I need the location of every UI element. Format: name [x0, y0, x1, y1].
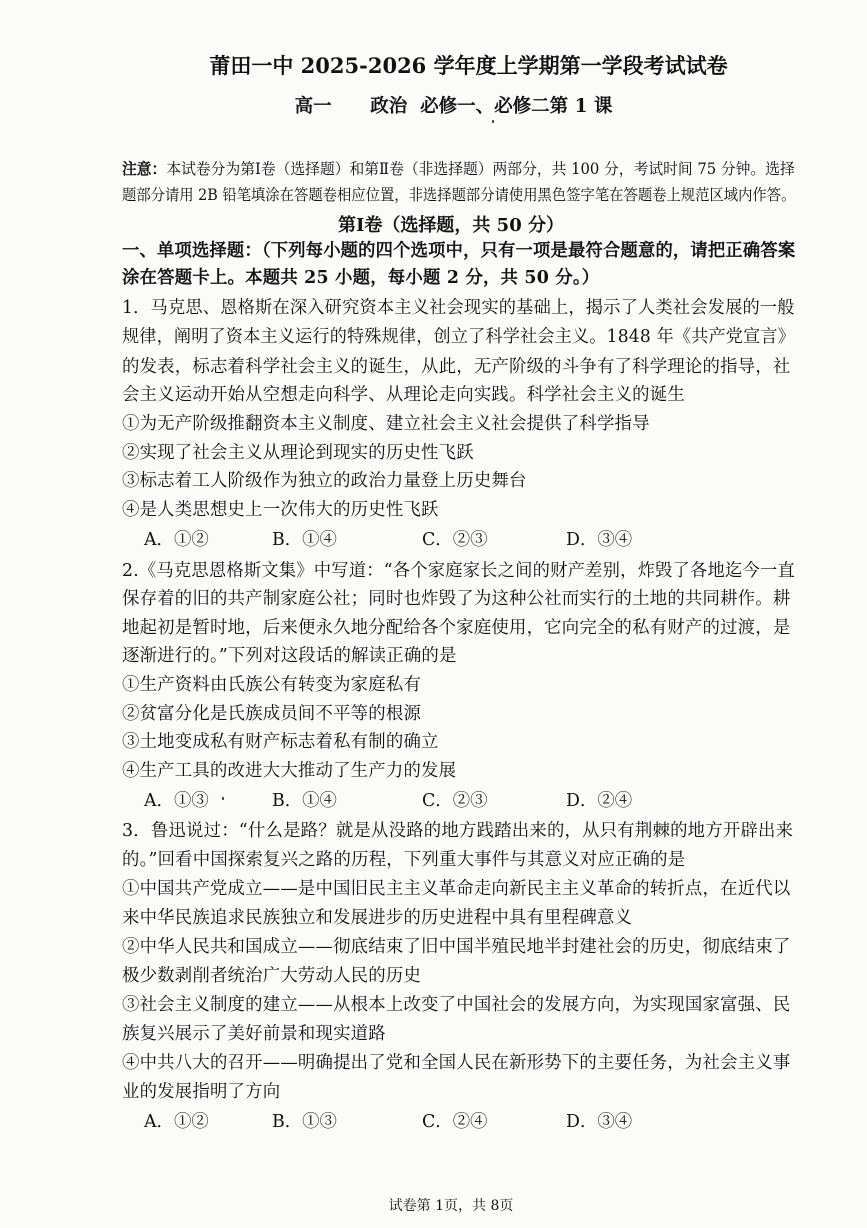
q2-stem-line: 地起初是暂时地，后来便永久地分配给各个家庭使用，它向完全的私有财产的过渡，是 [122, 618, 791, 638]
q3-item: ④中共八大的召开——明确提出了党和全国人民在新形势下的主要任务，为社会主义事 [122, 1053, 791, 1073]
q2-item: ④生产工具的改进大大推动了生产力的发展 [122, 761, 457, 781]
q3-item: ②中华人民共和国成立——彻底结束了旧中国半殖民地半封建社会的历史，彻底结束了 [122, 937, 791, 957]
exam-title: 莆田一中 2025-2026 学年度上学期第一学段考试试卷 [209, 53, 728, 78]
q3-item: 业的发展指明了方向 [122, 1082, 281, 1102]
notice-line-2: 题部分请用 2B 铅笔填涂在答题卷相应位置，非选择题部分请使用黑色签字笔在答题卷上规范区域内作答。 [122, 186, 796, 204]
q3-stem-line: 3．鲁迅说过：“什么是路？就是从没路的地方践踏出来的，从只有荆棘的地方开辟出来 [122, 821, 794, 841]
q2-item: ③土地变成私有财产标志着私有制的确立 [122, 732, 439, 752]
exam-subtitle: 高一 政治 必修一、必修二第 1 课 [294, 96, 613, 117]
q3-item: ③社会主义制度的建立——从根本上改变了中国社会的发展方向，为实现国家富强、民 [122, 995, 791, 1015]
q3-item: 来中华民族追求民族独立和发展进步的历史进程中具有里程碑意义 [122, 908, 633, 928]
q3-option-c[interactable]: C．②④ [422, 1112, 488, 1132]
part1-title: 第Ⅰ卷（选择题，共 50 分） [337, 215, 564, 236]
q1-stem-line: 1．马克思、恩格斯在深入研究资本主义社会现实的基础上，揭示了人类社会发展的一般 [122, 298, 795, 318]
q1-item: ②实现了社会主义从理论到现实的历史性飞跃 [122, 443, 474, 463]
q2-stem-line: 2.《马克思恩格斯文集》中写道：“各个家庭家长之间的财产差别，炸毁了各地迄今一直 [122, 561, 795, 581]
q2-item: ①生产资料由氏族公有转变为家庭私有 [122, 675, 422, 695]
q1-stem-line: 会主义运动开始从空想走向科学、从理论走向实践。科学社会主义的诞生 [122, 385, 685, 405]
q3-option-d[interactable]: D．③④ [566, 1112, 633, 1132]
q1-item: ①为无产阶级推翻资本主义制度、建立社会主义社会提供了科学指导 [122, 414, 650, 434]
instruction-line-1: 一、单项选择题：（下列每小题的四个选项中，只有一项是最符合题意的，请把正确答案 [122, 241, 796, 261]
q1-stem-line: 的发表，标志着科学社会主义的诞生，从此，无产阶级的斗争有了科学理论的指导，社 [122, 357, 791, 377]
q3-item: 族复兴展示了美好前景和现实道路 [122, 1024, 386, 1044]
q3-item: ①中国共产党成立——是中国旧民主主义革命走向新民主主义革命的转折点，在近代以 [122, 879, 791, 899]
notice-line-1 [122, 158, 795, 180]
q1-option-d[interactable]: D．③④ [566, 530, 633, 550]
q1-option-a[interactable]: A．①② [144, 530, 209, 550]
q1-option-b[interactable]: B．①④ [272, 530, 337, 550]
q1-stem-line: 规律，阐明了资本主义运行的特殊规律，创立了科学社会主义。1848 年《共产党宣言》 [122, 327, 796, 347]
notice-label: 注意： [122, 160, 167, 178]
notice-text-1: 本试卷分为第Ⅰ卷（选择题）和第Ⅱ卷（非选择题）两部分，共 100 分，考试时间 75 分钟。选择 [166, 160, 795, 178]
q2-stem-line: 逐渐进行的。”下列对这段话的解读正确的是 [122, 646, 457, 666]
scan-speck [492, 120, 494, 123]
page-footer: 试卷第 1页，共 8页 [388, 1198, 514, 1214]
scan-speck [222, 797, 224, 800]
instruction-line-2: 涂在答题卡上。本题共 25 小题，每小题 2 分，共 50 分。） [122, 268, 600, 288]
q1-item: ④是人类思想史上一次伟大的历史性飞跃 [122, 500, 439, 520]
q3-option-a[interactable]: A．①② [144, 1112, 209, 1132]
q2-option-c[interactable]: C．②③ [422, 791, 488, 811]
q2-item: ②贫富分化是氏族成员间不平等的根源 [122, 704, 422, 724]
q1-item: ③标志着工人阶级作为独立的政治力量登上历史舞台 [122, 471, 527, 491]
q3-option-b[interactable]: B．①③ [272, 1112, 337, 1132]
q2-option-a[interactable]: A．①③ [144, 791, 209, 811]
q3-stem-line: 的。”回看中国探索复兴之路的历程，下列重大事件与其意义对应正确的是 [122, 850, 686, 870]
q2-option-d[interactable]: D．②④ [566, 791, 633, 811]
q2-stem-line: 保存着的旧的共产制家庭公社；同时也炸毁了为这种公社而实行的土地的共同耕作。耕 [122, 589, 791, 609]
q3-item: 极少数剥削者统治广大劳动人民的历史 [122, 966, 422, 986]
q1-option-c[interactable]: C．②③ [422, 530, 488, 550]
q2-option-b[interactable]: B．①④ [272, 791, 337, 811]
